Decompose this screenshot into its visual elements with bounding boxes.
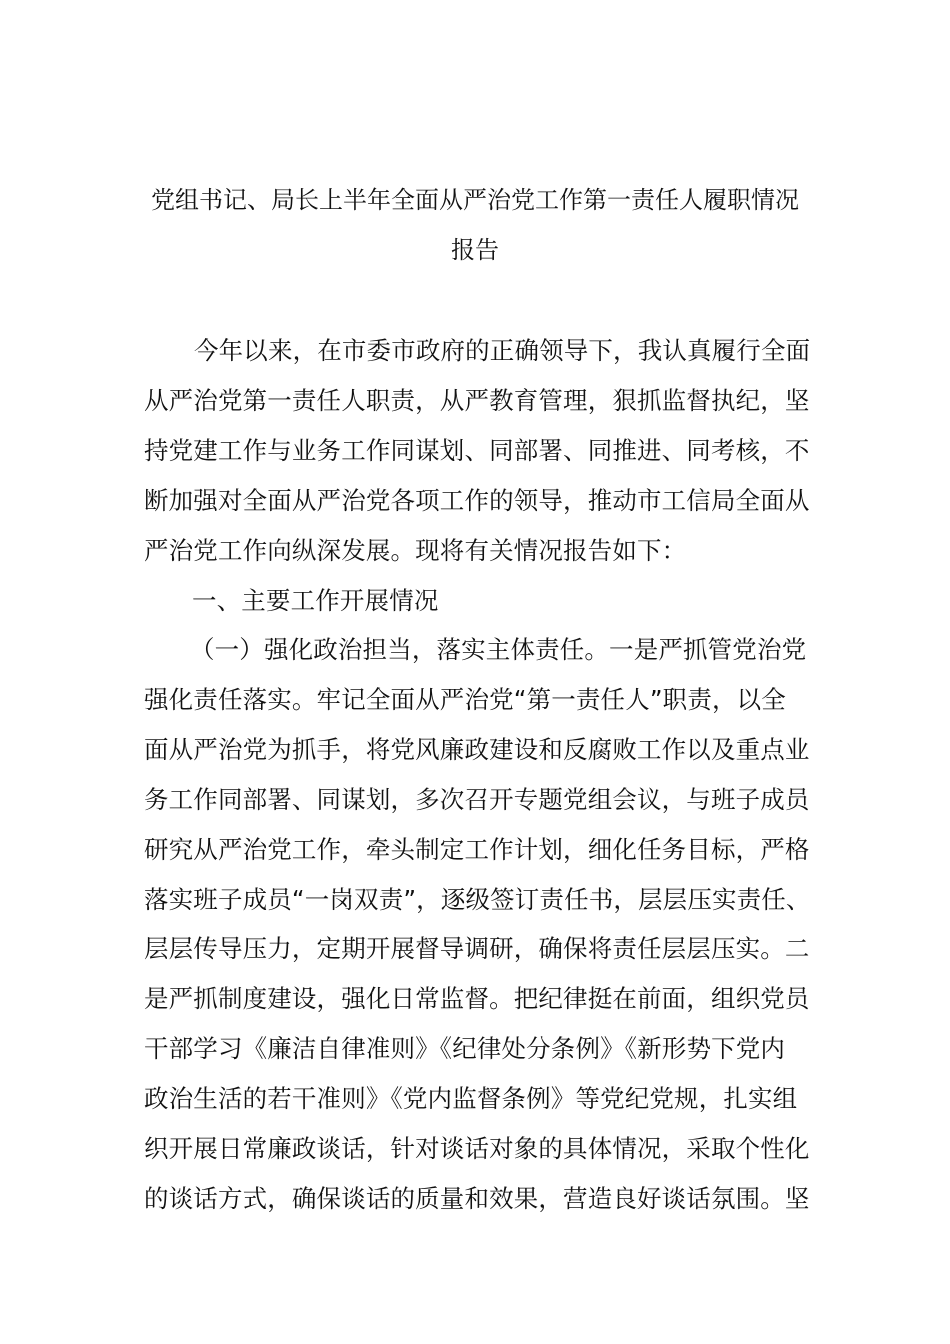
subsection-paragraph-line: （一）强化政治担当，落实主体责任。一是严抓管党治党 bbox=[190, 635, 807, 664]
body-paragraph-line: 政治生活的若干准则》《党内监督条例》等党纪党规，扎实组 bbox=[144, 1084, 798, 1113]
section-heading: 一、主要工作开展情况 bbox=[192, 586, 439, 615]
body-paragraph-line: 强化责任落实。牢记全面从严治党“第一责任人”职责，以全 bbox=[144, 685, 786, 714]
body-paragraph-line: 从严治党第一责任人职责，从严教育管理，狠抓监督执纪，坚 bbox=[144, 386, 810, 415]
body-paragraph-line: 落实班子成员“一岗双责”，逐级签订责任书，层层压实责任、 bbox=[144, 885, 811, 914]
body-paragraph-line: 今年以来，在市委市政府的正确领导下，我认真履行全面 bbox=[194, 336, 811, 365]
body-paragraph-line: 严治党工作向纵深发展。现将有关情况报告如下： bbox=[144, 536, 687, 565]
body-paragraph-line: 的谈话方式，确保谈话的质量和效果，营造良好谈话氛围。坚 bbox=[144, 1184, 810, 1213]
body-paragraph-line: 务工作同部署、同谋划，多次召开专题党组会议，与班子成员 bbox=[144, 785, 810, 814]
body-paragraph-line: 面从严治党为抓手，将党风廉政建设和反腐败工作以及重点业 bbox=[144, 735, 810, 764]
body-paragraph-line: 断加强对全面从严治党各项工作的领导，推动市工信局全面从 bbox=[144, 486, 810, 515]
body-paragraph-line: 研究从严治党工作，牵头制定工作计划，细化任务目标，严格 bbox=[144, 835, 810, 864]
body-paragraph-line: 持党建工作与业务工作同谋划、同部署、同推进、同考核，不 bbox=[144, 436, 810, 465]
body-paragraph-line: 干部学习《廉洁自律准则》《纪律处分条例》《新形势下党内 bbox=[144, 1034, 786, 1063]
document-title-line-2: 报告 bbox=[451, 236, 499, 264]
body-paragraph-line: 织开展日常廉政谈话，针对谈话对象的具体情况，采取个性化 bbox=[144, 1134, 810, 1163]
body-paragraph-line: 是严抓制度建设，强化日常监督。把纪律挺在前面，组织党员 bbox=[144, 984, 810, 1013]
document-title-line-1: 党组书记、局长上半年全面从严治党工作第一责任人履职情况 bbox=[151, 186, 799, 214]
body-paragraph-line: 层层传导压力，定期开展督导调研，确保将责任层层压实。二 bbox=[144, 934, 810, 963]
